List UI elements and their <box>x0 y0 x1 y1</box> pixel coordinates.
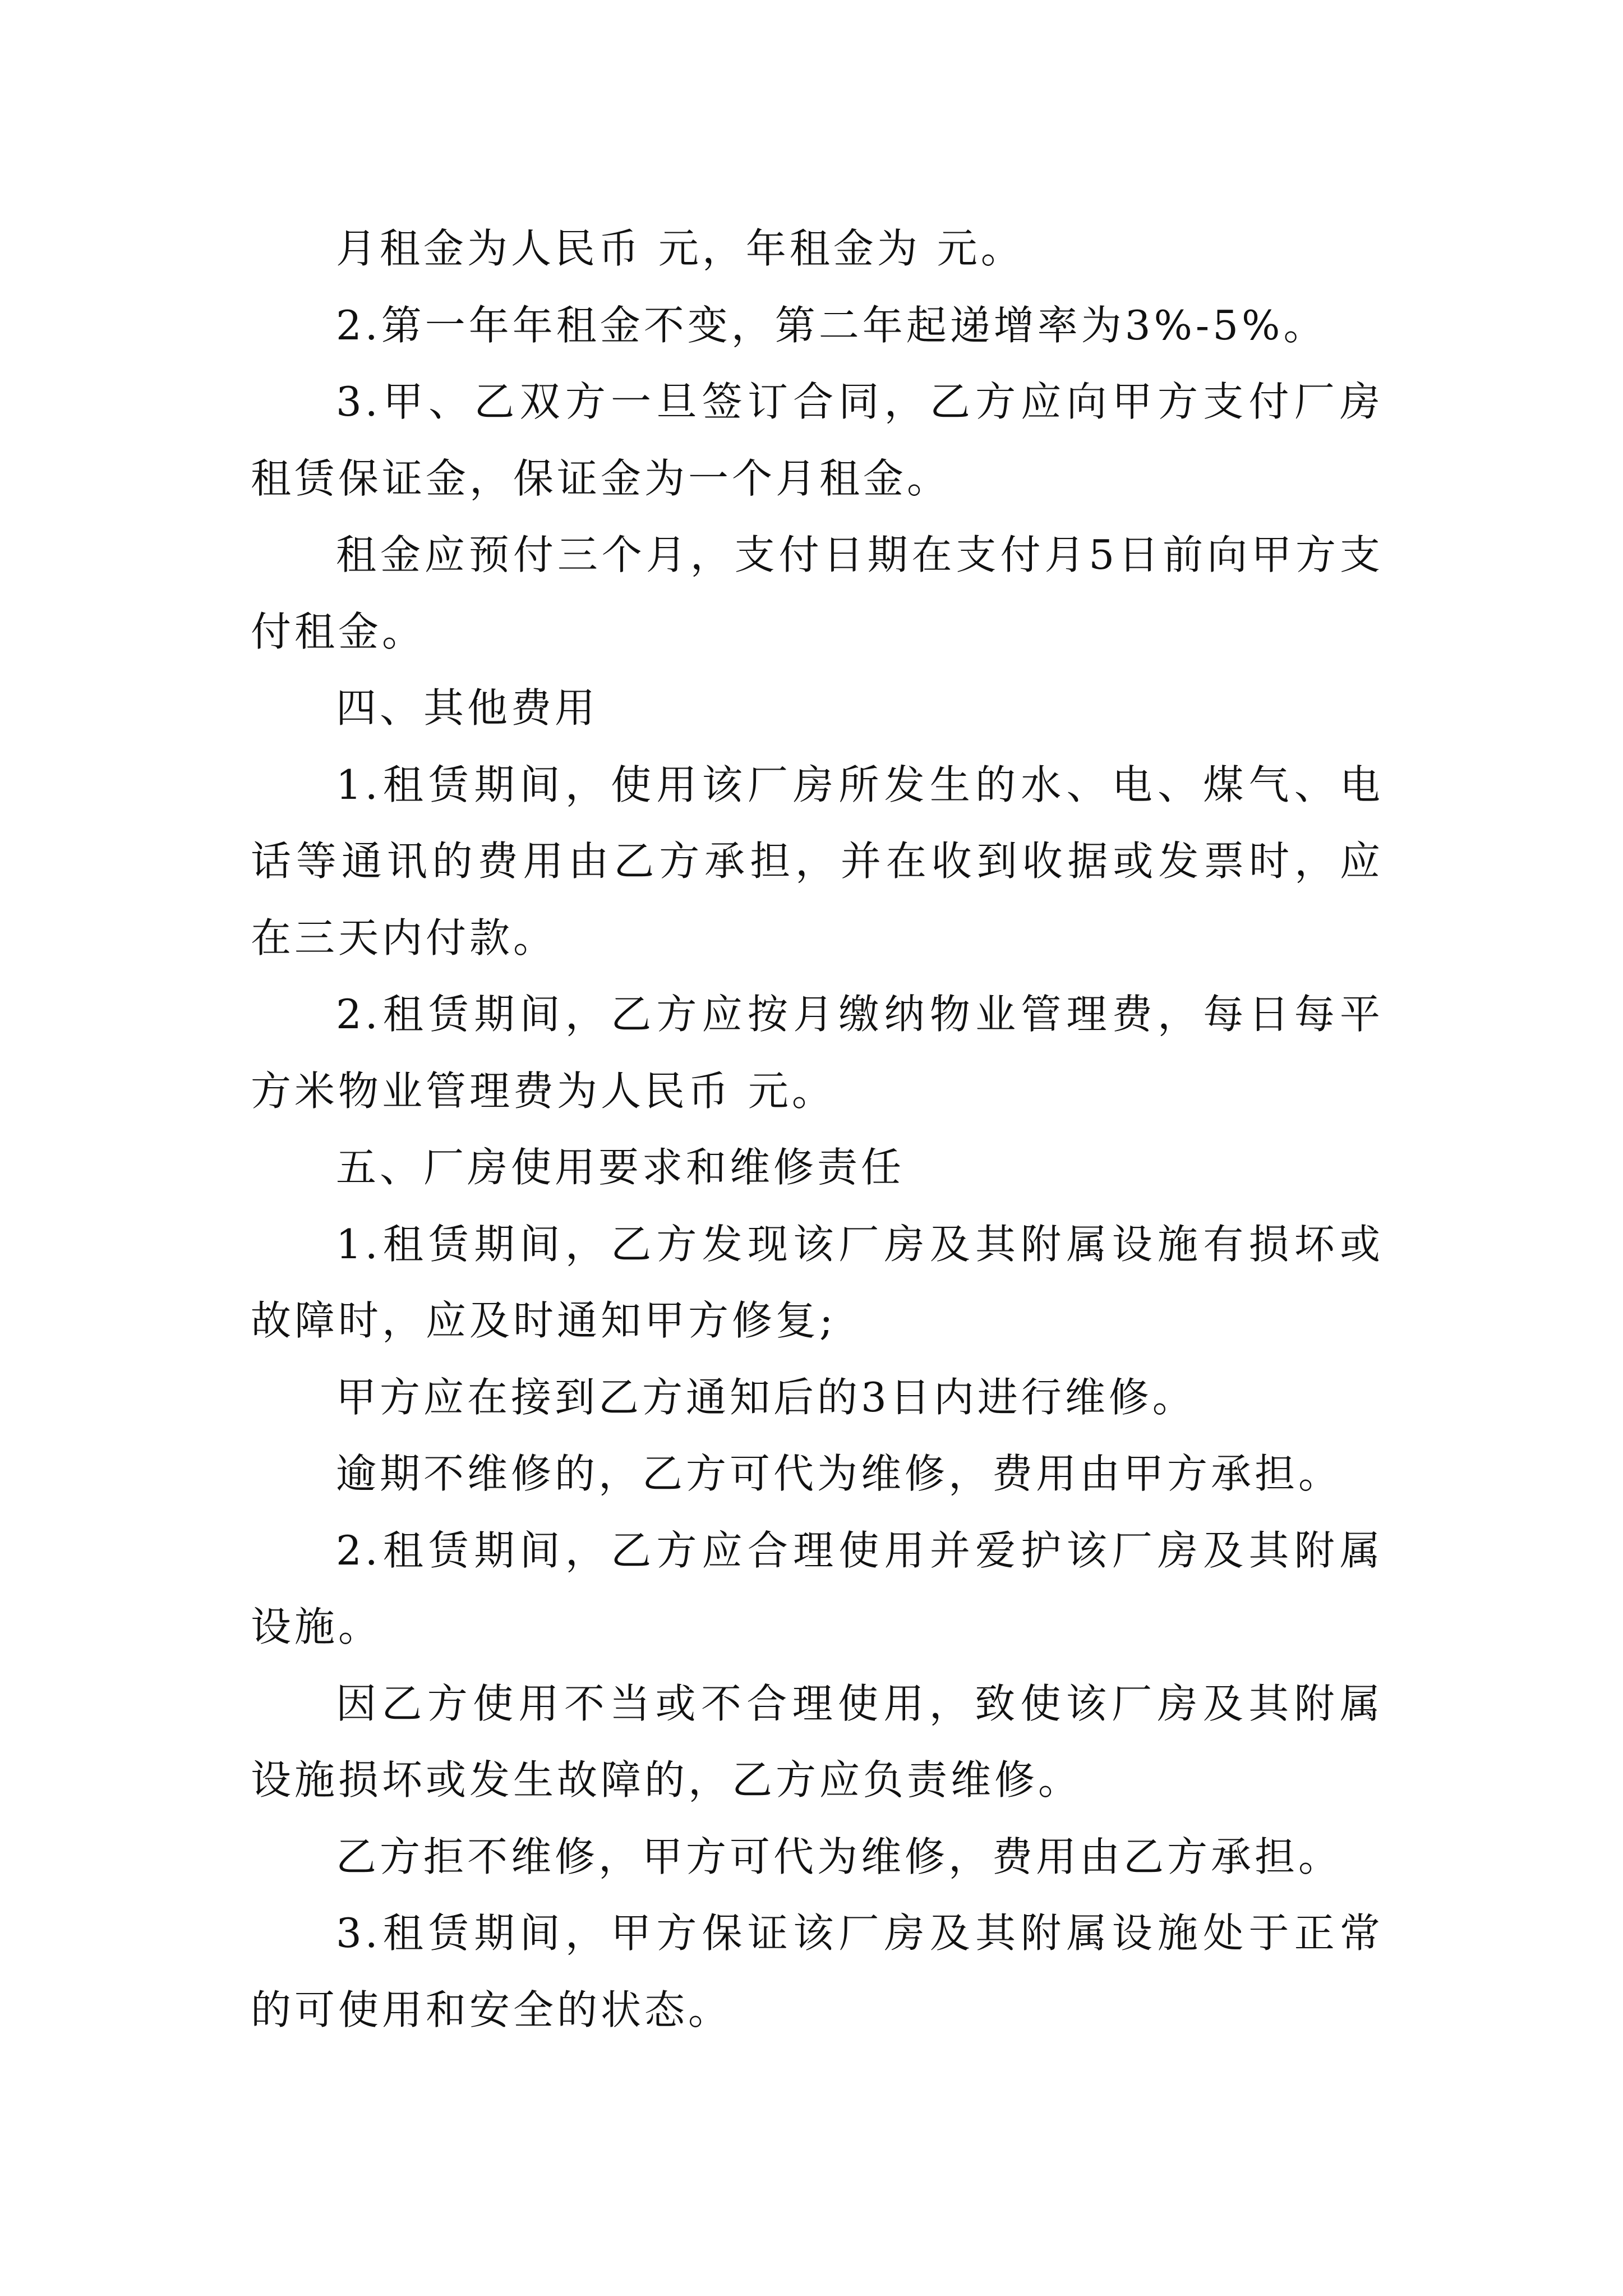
document-body <box>251 210 1384 2048</box>
paragraph-safe-condition: 3.租赁期间，甲方保证该厂房及其附属设施处于正常的可使用和安全的状态。 <box>251 1910 1384 2033</box>
paragraph-deposit: 3.甲、乙双方一旦签订合同，乙方应向甲方支付厂房租赁保证金，保证金为一个月租金。 <box>251 378 1384 502</box>
paragraph-prepayment: 租金应预付三个月，支付日期在支付月5日前向甲方支付租金。 <box>251 531 1384 655</box>
section-heading-other-fees: 四、其他费用 <box>336 684 599 731</box>
paragraph-overdue-repair: 逾期不维修的，乙方可代为维修，费用由甲方承担。 <box>336 1450 1343 1497</box>
paragraph-refuse-repair: 乙方拒不维修，甲方可代为维修，费用由乙方承担。 <box>336 1833 1343 1880</box>
paragraph-rent-increase: 2.第一年年租金不变，第二年起递增率为3%-5%。 <box>336 301 1327 349</box>
section-heading-usage-maintenance: 五、厂房使用要求和维修责任 <box>336 1144 905 1191</box>
paragraph-rent-amount: 月租金为人民币 元，年租金为 元。 <box>336 225 1025 272</box>
paragraph-misuse-liability: 因乙方使用不当或不合理使用，致使该厂房及其附属设施损坏或发生故障的，乙方应负责维修。 <box>251 1680 1384 1803</box>
paragraph-utilities: 1.租赁期间，使用该厂房所发生的水、电、煤气、电话等通讯的费用由乙方承担，并在收到收据或发票时，应在三天内付款。 <box>251 761 1384 961</box>
paragraph-proper-use: 2.租赁期间，乙方应合理使用并爱护该厂房及其附属设施。 <box>251 1526 1384 1650</box>
paragraph-repair-deadline: 甲方应在接到乙方通知后的3日内进行维修。 <box>336 1373 1196 1421</box>
paragraph-property-fee: 2.租赁期间，乙方应按月缴纳物业管理费，每日每平方米物业管理费为人民币 元。 <box>251 991 1384 1115</box>
paragraph-report-damage: 1.租赁期间，乙方发现该厂房及其附属设施有损坏或故障时，应及时通知甲方修复; <box>251 1220 1384 1344</box>
